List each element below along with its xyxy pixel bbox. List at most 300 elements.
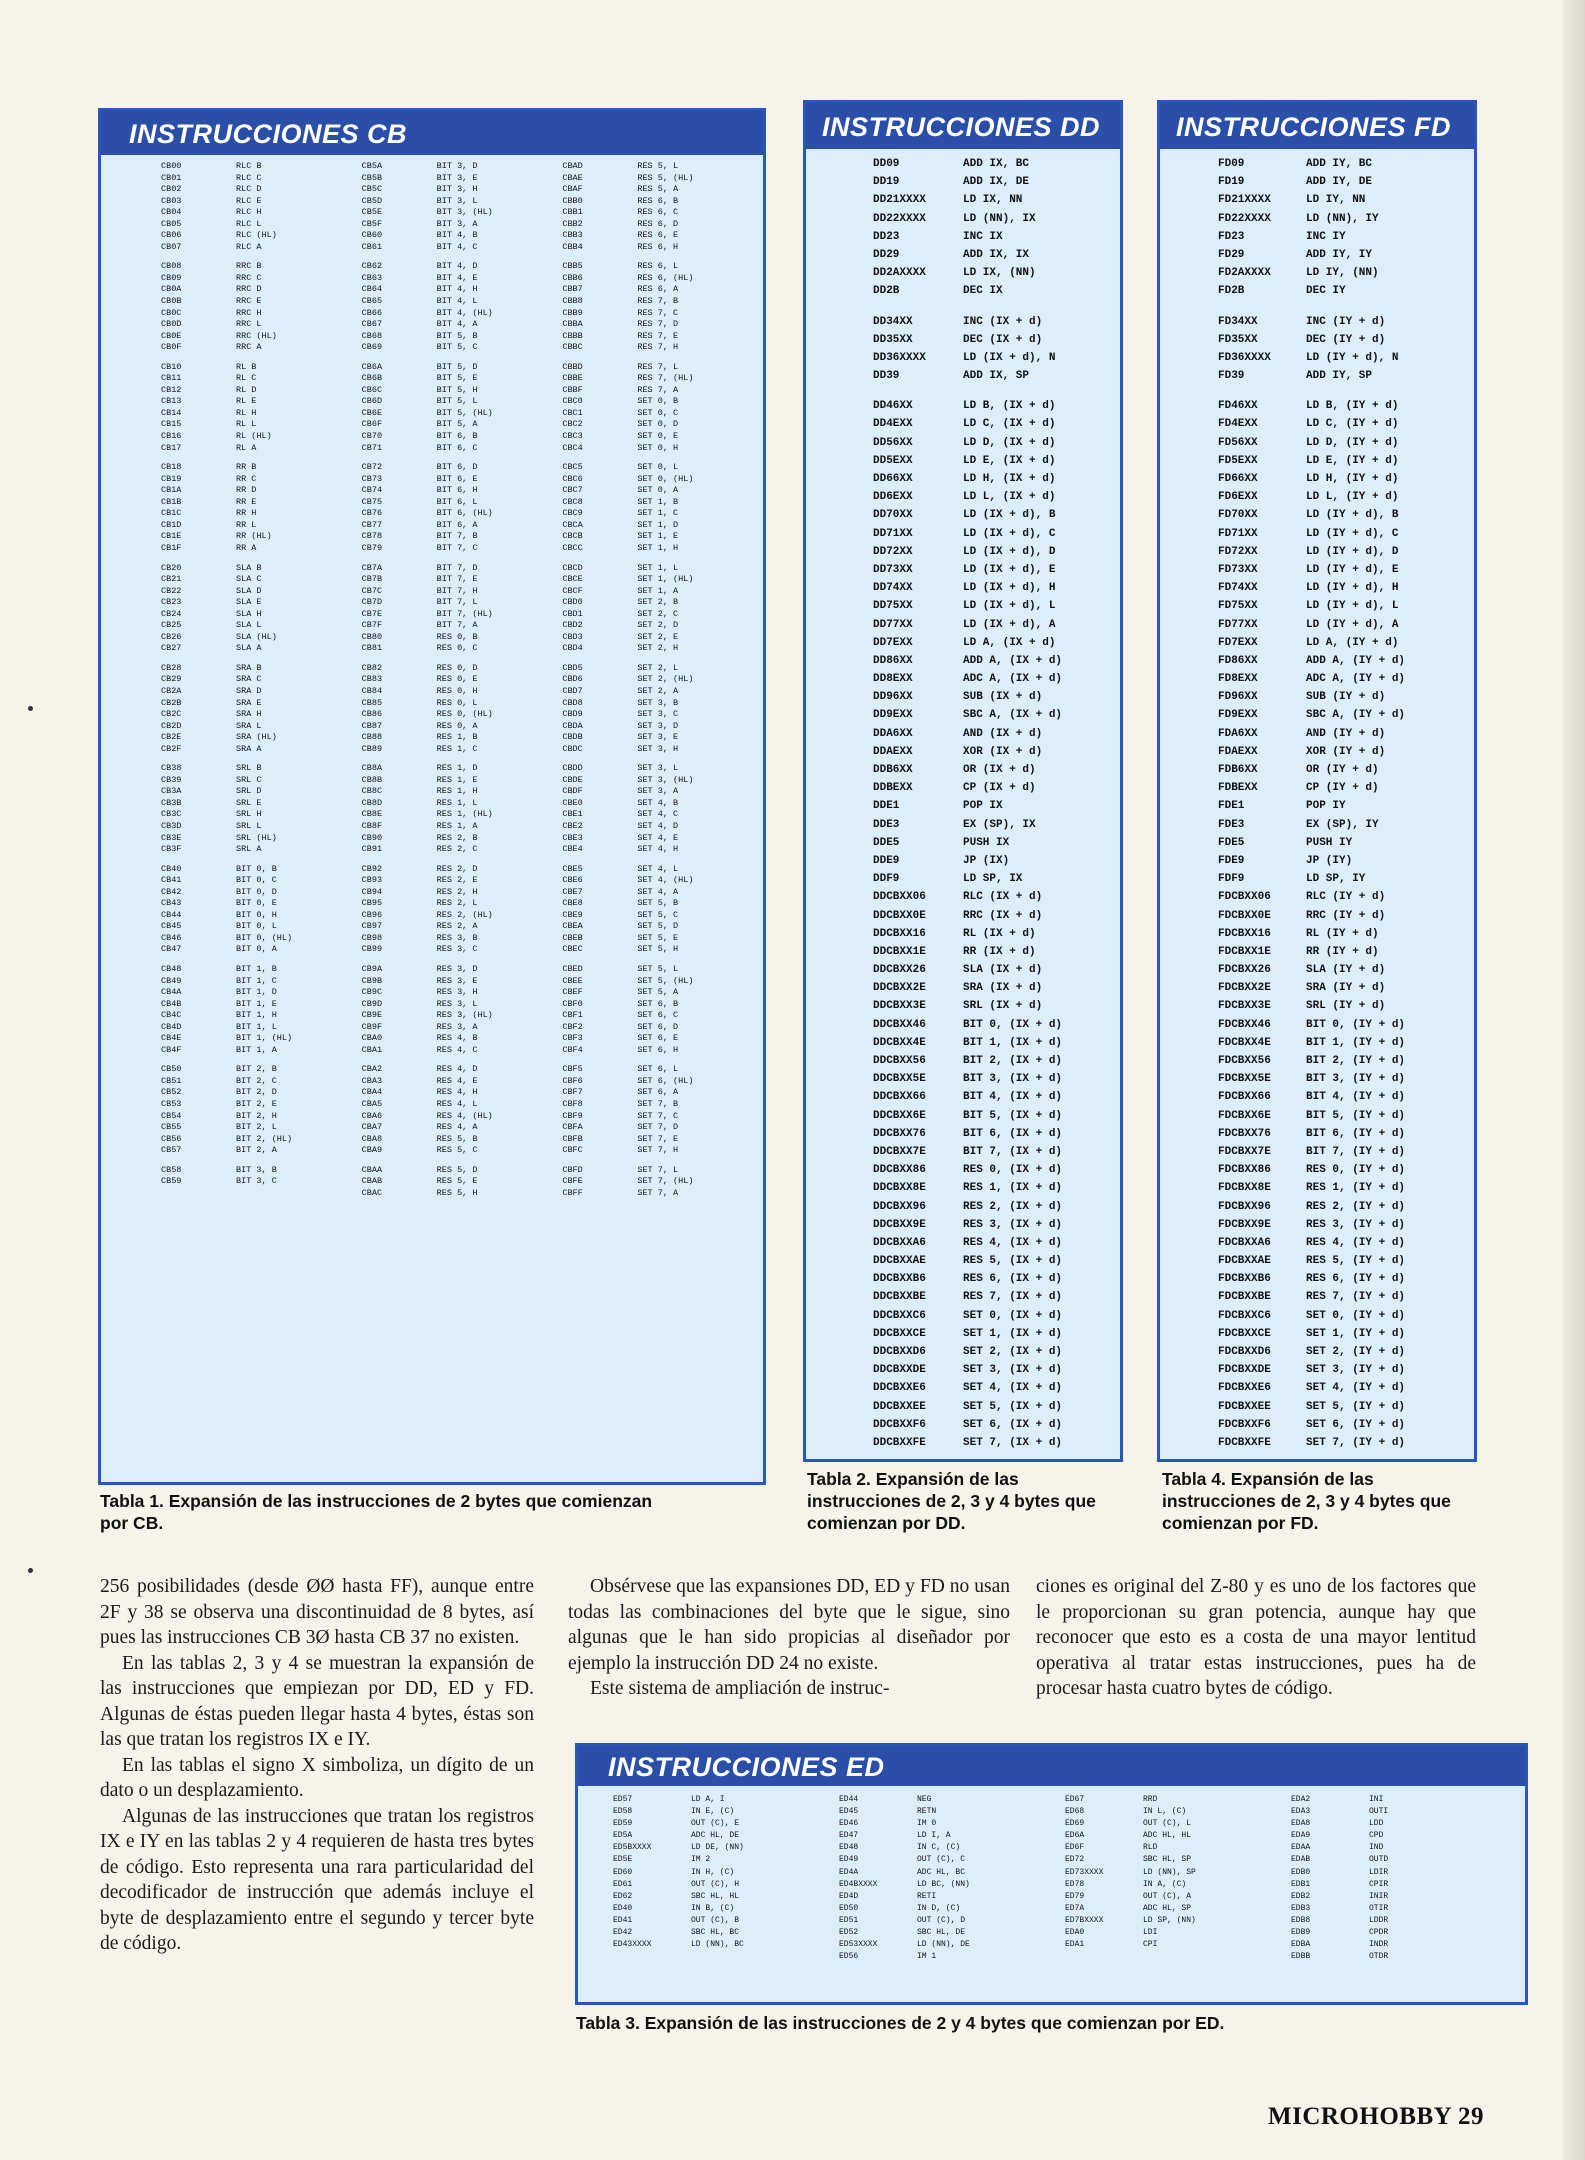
table-row: [1218, 246, 1405, 264]
mnemonic: LD (IX + d), B: [963, 509, 1056, 522]
table-row: [1218, 543, 1405, 561]
opcode: CB5B: [361, 172, 383, 183]
opcode: CB80: [361, 631, 383, 642]
mnemonic: OR (IX + d): [963, 764, 1036, 776]
opcode: CB2E: [161, 732, 182, 743]
mnemonic: RES 5, (IX + d): [963, 1255, 1063, 1268]
opcode: CBB8: [562, 296, 583, 307]
mnemonic: RES 2, E: [436, 875, 478, 886]
mnemonic: RES 6, (IY + d): [1306, 1273, 1406, 1286]
table-row: [161, 319, 362, 331]
table-row: [161, 798, 362, 810]
table-row: [362, 373, 563, 385]
opcode: FDE1: [1218, 800, 1245, 813]
mnemonic: RES 3, (IX + d): [963, 1218, 1063, 1231]
opcode: ED50: [839, 1903, 859, 1913]
mnemonic: BIT 1, C: [236, 975, 277, 986]
mnemonic: BIT 6, B: [436, 431, 478, 442]
opcode: CB3D: [161, 820, 182, 831]
mnemonic: SET 3, H: [637, 743, 679, 754]
opcode: CB0E: [161, 330, 182, 341]
mnemonic: BIT 4, C: [436, 241, 478, 252]
table-row: [562, 763, 763, 775]
opcode: ED62: [613, 1891, 633, 1901]
mnemonic: SET 0, L: [637, 462, 679, 473]
mnemonic: SET 7, (IX + d): [963, 1436, 1063, 1449]
table-dd-body: [806, 155, 1120, 1459]
table-row: [161, 1033, 362, 1045]
table-row: [562, 462, 763, 474]
mnemonic: BIT 0, H: [236, 909, 277, 920]
mnemonic: SET 4, L: [637, 863, 679, 874]
body-column-3: [1036, 1574, 1476, 1702]
table-row: [362, 462, 563, 474]
table-row: [161, 1176, 362, 1188]
table-row: [362, 520, 563, 532]
table-row: [1065, 1867, 1291, 1879]
mnemonic: INDR: [1369, 1940, 1389, 1950]
mnemonic: LD B, (IX + d): [963, 400, 1056, 413]
mnemonic: BIT 0, A: [236, 944, 277, 955]
table-row: [362, 242, 563, 254]
opcode: DD56XX: [873, 436, 913, 449]
table-row: [1291, 1915, 1517, 1927]
table-row: [562, 786, 763, 798]
opcode: DDB6XX: [873, 764, 913, 776]
mnemonic: SRA H: [236, 709, 262, 720]
table-row: [1218, 743, 1405, 761]
mnemonic: OUTI: [1369, 1807, 1389, 1817]
table-row: [1218, 761, 1405, 779]
table-row: [1218, 688, 1405, 706]
mnemonic: SET 1, B: [637, 496, 679, 507]
table-row: [613, 1915, 839, 1927]
table-row: [1218, 561, 1405, 579]
row-gap: [562, 1056, 763, 1064]
mnemonic: LD H, (IY + d): [1306, 473, 1399, 485]
row-gap: [562, 956, 763, 964]
table-row: [562, 1033, 763, 1045]
opcode: EDB9: [1291, 1928, 1311, 1938]
table-row: [873, 797, 1062, 815]
mnemonic: SET 1, (IY + d): [1306, 1327, 1406, 1340]
magazine-name: MICROHOBBY: [1268, 2103, 1452, 2130]
mnemonic: RL (HL): [236, 431, 272, 442]
mnemonic: RES 7, C: [637, 307, 679, 318]
mnemonic: LD L, (IY + d): [1306, 491, 1399, 504]
opcode: CBEF: [562, 987, 583, 998]
opcode: CB93: [361, 875, 383, 886]
table-row: [839, 1854, 1065, 1866]
table-row: [873, 452, 1062, 470]
opcode: CBE5: [562, 863, 583, 874]
opcode: DD23: [873, 230, 900, 243]
row-gap: [362, 354, 563, 362]
mnemonic: SET 4, (IY + d): [1306, 1382, 1406, 1395]
table-row: [562, 1122, 763, 1134]
page-number: 29: [1458, 2103, 1484, 2130]
table-row: [562, 419, 763, 431]
opcode: DDCBXX9E: [873, 1218, 926, 1231]
table-row: [562, 933, 763, 945]
mnemonic: AND (IX + d): [963, 727, 1043, 740]
mnemonic: BIT 6, C: [436, 442, 478, 453]
opcode: DDCBXX3E: [873, 1000, 926, 1013]
opcode: DD72XX: [873, 545, 913, 558]
mnemonic: CPIR: [1369, 1879, 1389, 1889]
opcode: FDCBXX1E: [1218, 945, 1271, 958]
opcode: CB6F: [361, 419, 383, 430]
table-row: [1065, 1854, 1291, 1866]
table-row: [362, 933, 563, 945]
table-row: [562, 1165, 763, 1177]
opcode: CB4B: [161, 998, 182, 1009]
mnemonic: LD BC, (NN): [917, 1879, 970, 1889]
table-cb-column: [562, 161, 763, 1482]
opcode: ED7A: [1065, 1903, 1085, 1913]
body-paragraph: Este sistema de ampliación de instruc-: [590, 1678, 890, 1699]
table-row: [562, 864, 763, 876]
table-row: [161, 273, 362, 285]
mnemonic: RES 1, (IY + d): [1306, 1182, 1406, 1195]
mnemonic: BIT 3, E: [436, 172, 478, 183]
table-row: [362, 1145, 563, 1157]
mnemonic: RES 7, H: [637, 342, 679, 353]
opcode: CB49: [161, 975, 182, 986]
table-row: [1218, 191, 1405, 209]
table-row: [873, 561, 1062, 579]
mnemonic: SET 1, A: [637, 585, 679, 596]
opcode: DD77XX: [873, 618, 913, 631]
mnemonic: SET 1, H: [637, 542, 679, 553]
mnemonic: ADD IX, BC: [963, 158, 1030, 170]
mnemonic: RRC (IY + d): [1306, 909, 1386, 922]
opcode: CB78: [361, 531, 383, 542]
opcode: ED4BXXXX: [839, 1879, 878, 1889]
table-row: [562, 709, 763, 721]
opcode: CB79: [361, 542, 383, 553]
table-row: [161, 864, 362, 876]
mnemonic: RES 5, (IY + d): [1306, 1255, 1406, 1268]
row-gap: [562, 1157, 763, 1165]
table-row: [161, 763, 362, 775]
opcode: ED45: [839, 1807, 859, 1817]
table-row: [1218, 173, 1405, 191]
opcode: DDE9: [873, 854, 900, 867]
mnemonic: RRC (HL): [236, 330, 277, 341]
mnemonic: RES 0, L: [436, 697, 478, 708]
mnemonic: BIT 5, (HL): [436, 407, 493, 418]
opcode: FDCBXXBE: [1218, 1291, 1271, 1304]
mnemonic: SLA (HL): [236, 631, 277, 642]
table-row: [362, 1122, 563, 1134]
opcode: CB4E: [161, 1033, 182, 1044]
mnemonic: SET 1, L: [637, 562, 679, 573]
mnemonic: BIT 1, (HL): [236, 1033, 293, 1044]
opcode: CBAF: [562, 184, 583, 195]
mnemonic: SRA (IY + d): [1306, 982, 1386, 995]
table-row: [362, 319, 563, 331]
opcode: FD74XX: [1218, 582, 1258, 595]
mnemonic: SET 2, C: [637, 608, 679, 619]
mnemonic: XOR (IY + d): [1306, 745, 1386, 758]
table-row: [873, 367, 1062, 385]
table-row: [161, 474, 362, 486]
row-gap: [362, 253, 563, 261]
opcode: CB8F: [361, 820, 383, 831]
mnemonic: SLA (IX + d): [963, 964, 1043, 977]
table-row: [362, 910, 563, 922]
row-gap: [362, 755, 563, 763]
opcode: FDCBXXDE: [1218, 1364, 1271, 1377]
mnemonic: SET 6, D: [637, 1021, 679, 1032]
table-row: [839, 1842, 1065, 1854]
opcode: FDB6XX: [1218, 764, 1258, 776]
table-row: [562, 686, 763, 698]
table-row: [161, 1064, 362, 1076]
mnemonic: BIT 4, (IX + d): [963, 1091, 1063, 1104]
table-row: [1218, 1434, 1405, 1452]
table-row: [362, 563, 563, 575]
row-gap: [562, 454, 763, 462]
opcode: DD73XX: [873, 563, 913, 576]
opcode: CB96: [361, 909, 383, 920]
opcode: CB8E: [361, 809, 383, 820]
mnemonic: CPDR: [1369, 1928, 1389, 1938]
mnemonic: SET 7, B: [637, 1099, 679, 1110]
opcode: CB0F: [161, 342, 182, 353]
mnemonic: BIT 7, (IY + d): [1306, 1145, 1406, 1158]
table-row: [161, 844, 362, 856]
opcode: CB72: [361, 462, 383, 473]
mnemonic: SET 3, D: [637, 720, 679, 731]
table-row: [873, 1434, 1062, 1452]
mnemonic: IN H, (C): [691, 1867, 735, 1877]
mnemonic: BIT 6, (HL): [436, 508, 493, 519]
opcode: CBC0: [562, 396, 583, 407]
opcode: CBE8: [562, 898, 583, 909]
opcode: ED44: [839, 1795, 859, 1804]
opcode: CBE6: [562, 875, 583, 886]
opcode: CBCF: [562, 585, 583, 596]
opcode: CBE2: [562, 820, 583, 831]
opcode: ED67: [1065, 1795, 1085, 1804]
table-row: [839, 1939, 1065, 1951]
opcode: CB54: [161, 1110, 182, 1121]
mnemonic: RES 2, D: [436, 863, 478, 874]
table-row: [873, 488, 1062, 506]
table-row: [161, 563, 362, 575]
mnemonic: SRL (IX + d): [963, 1000, 1043, 1013]
table-row: [562, 586, 763, 598]
opcode: DDF9: [873, 873, 900, 886]
mnemonic: SET 2, (IX + d): [963, 1346, 1063, 1358]
mnemonic: ADD IY, IY: [1306, 248, 1373, 261]
table-row: [873, 1234, 1062, 1252]
table-row: [873, 264, 1062, 282]
mnemonic: SRA L: [236, 720, 262, 731]
opcode: CB1E: [161, 531, 182, 542]
table-row: [161, 184, 362, 196]
table-row: [362, 987, 563, 999]
mnemonic: SET 3, A: [637, 786, 679, 797]
opcode: CB97: [361, 921, 383, 932]
mnemonic: RES 7, (IY + d): [1306, 1291, 1406, 1304]
table-row: [362, 964, 563, 976]
table-row: [1218, 264, 1405, 282]
table-cb: [98, 108, 766, 1485]
table-row: [1218, 488, 1405, 506]
mnemonic: ADC A, (IY + d): [1306, 673, 1406, 686]
table-row: [562, 296, 763, 308]
table-row: [362, 296, 563, 308]
table-row: [362, 1076, 563, 1088]
table-row: [161, 462, 362, 474]
table-row: [873, 191, 1062, 209]
opcode: DD4EXX: [873, 418, 913, 431]
table-fd-caption: Tabla 4. Expansión de las instrucciones de 2, 3 y 4 bytes que comienzan por FD.: [1162, 1469, 1451, 1533]
mnemonic: CPI: [1143, 1940, 1158, 1950]
opcode: FDCBXX46: [1218, 1018, 1271, 1031]
table-row: [873, 1143, 1062, 1161]
table-row: [161, 597, 362, 609]
table-row: [873, 816, 1062, 834]
opcode: CB2B: [161, 697, 182, 708]
mnemonic: ADC HL, BC: [917, 1867, 966, 1877]
table-row: [562, 1134, 763, 1146]
mnemonic: SET 5, (HL): [637, 975, 694, 986]
table-row: [873, 470, 1062, 488]
table-fd: [1157, 100, 1477, 1462]
mnemonic: DEC (IY + d): [1306, 333, 1386, 346]
opcode: CBF7: [562, 1087, 583, 1098]
mnemonic: RR D: [236, 485, 257, 496]
row-gap: [362, 1157, 563, 1165]
opcode: CBB3: [562, 230, 583, 241]
opcode: CB60: [361, 230, 383, 241]
body-paragraph: En las tablas 2, 3 y 4 se muestran la expansión de las instrucciones que empiezan por DD, ED y FD. Algunas de éstas pueden llegar hasta 4 bytes, éstas son las que tratan los registros IX e IY.: [100, 1652, 534, 1750]
table-row: [161, 643, 362, 655]
table-row: [1291, 1830, 1517, 1842]
mnemonic: RR (IX + d): [963, 945, 1036, 958]
mnemonic: RES 3, C: [436, 944, 478, 955]
mnemonic: BIT 0, D: [236, 886, 277, 897]
mnemonic: DEC (IX + d): [963, 333, 1043, 346]
table-row: [362, 408, 563, 420]
opcode: CB55: [161, 1122, 182, 1133]
opcode: FD29: [1218, 248, 1245, 261]
opcode: DDCBXX16: [873, 927, 926, 940]
opcode: FD86XX: [1218, 654, 1258, 667]
table-row: [613, 1854, 839, 1866]
opcode: CB9F: [361, 1021, 383, 1032]
opcode: DDCBXXD6: [873, 1346, 926, 1358]
opcode: CB1B: [161, 496, 182, 507]
table-row: [362, 1087, 563, 1099]
mnemonic: SET 1, (IX + d): [963, 1327, 1063, 1340]
table-dd-title: INSTRUCCIONES DD: [806, 103, 1120, 149]
table-row: [562, 196, 763, 208]
table-row: [562, 663, 763, 675]
opcode: DDCBXX5E: [873, 1073, 926, 1086]
table-row: [1218, 925, 1405, 943]
table-row: [562, 976, 763, 988]
mnemonic: RES 5, B: [436, 1133, 478, 1144]
table-row: [1218, 228, 1405, 246]
mnemonic: OUT (C), C: [917, 1855, 966, 1865]
opcode: CBFB: [562, 1133, 583, 1144]
table-row: [1218, 1161, 1405, 1179]
opcode: CB22: [161, 585, 182, 596]
opcode: DDCBXXF6: [873, 1418, 926, 1431]
mnemonic: OTDR: [1369, 1952, 1389, 1962]
table-row: [362, 775, 563, 787]
table-row: [1218, 155, 1405, 173]
table-row: [362, 763, 563, 775]
table-row: [1065, 1903, 1291, 1915]
mnemonic: BIT 2, (IX + d): [963, 1055, 1063, 1067]
table-row: [562, 431, 763, 443]
table-row: [562, 674, 763, 686]
table-row: [161, 485, 362, 497]
opcode: CB71: [361, 442, 383, 453]
table-row: [562, 485, 763, 497]
table-row: [161, 543, 362, 555]
opcode: CBEC: [562, 944, 583, 955]
opcode: CB7B: [361, 574, 383, 585]
mnemonic: RES 7, B: [637, 296, 679, 307]
mnemonic: RES 4, E: [436, 1075, 478, 1086]
table-row: [362, 431, 563, 443]
mnemonic: CP (IY + d): [1306, 782, 1379, 795]
opcode: ED7BXXXX: [1065, 1915, 1104, 1925]
opcode: ED6F: [1065, 1843, 1085, 1853]
table-row: [562, 230, 763, 242]
mnemonic: RLC A: [236, 241, 262, 252]
mnemonic: RRC E: [236, 296, 262, 307]
mnemonic: LD (IY + d), A: [1306, 618, 1399, 631]
opcode: DDCBXX86: [873, 1164, 926, 1177]
opcode: CBBF: [562, 384, 583, 395]
table-row: [161, 698, 362, 710]
opcode: FD8EXX: [1218, 673, 1258, 686]
opcode: CB06: [161, 230, 182, 241]
table-row: [362, 219, 563, 231]
mnemonic: SBC HL, BC: [691, 1928, 740, 1938]
mnemonic: SET 7, C: [637, 1110, 679, 1121]
opcode: CBD3: [562, 631, 583, 642]
table-row: [1218, 579, 1405, 597]
mnemonic: LD (NN), IX: [963, 212, 1036, 225]
opcode: CB42: [161, 886, 182, 897]
mnemonic: LD B, (IY + d): [1306, 400, 1399, 413]
opcode: EDA8: [1291, 1819, 1311, 1829]
table-row: [873, 597, 1062, 615]
table-row: [562, 809, 763, 821]
table-dd: [803, 100, 1123, 1462]
table-row: [161, 1010, 362, 1022]
table-row: [1218, 597, 1405, 615]
table-row: [161, 219, 362, 231]
table-row: [562, 474, 763, 486]
opcode: CBCB: [562, 531, 583, 542]
mnemonic: RLC D: [236, 184, 262, 195]
opcode: ED53XXXX: [839, 1940, 878, 1950]
opcode: FD6EXX: [1218, 491, 1258, 504]
mnemonic: CP (IX + d): [963, 782, 1036, 795]
mnemonic: RES 1, B: [436, 732, 478, 743]
table-row: [362, 342, 563, 354]
